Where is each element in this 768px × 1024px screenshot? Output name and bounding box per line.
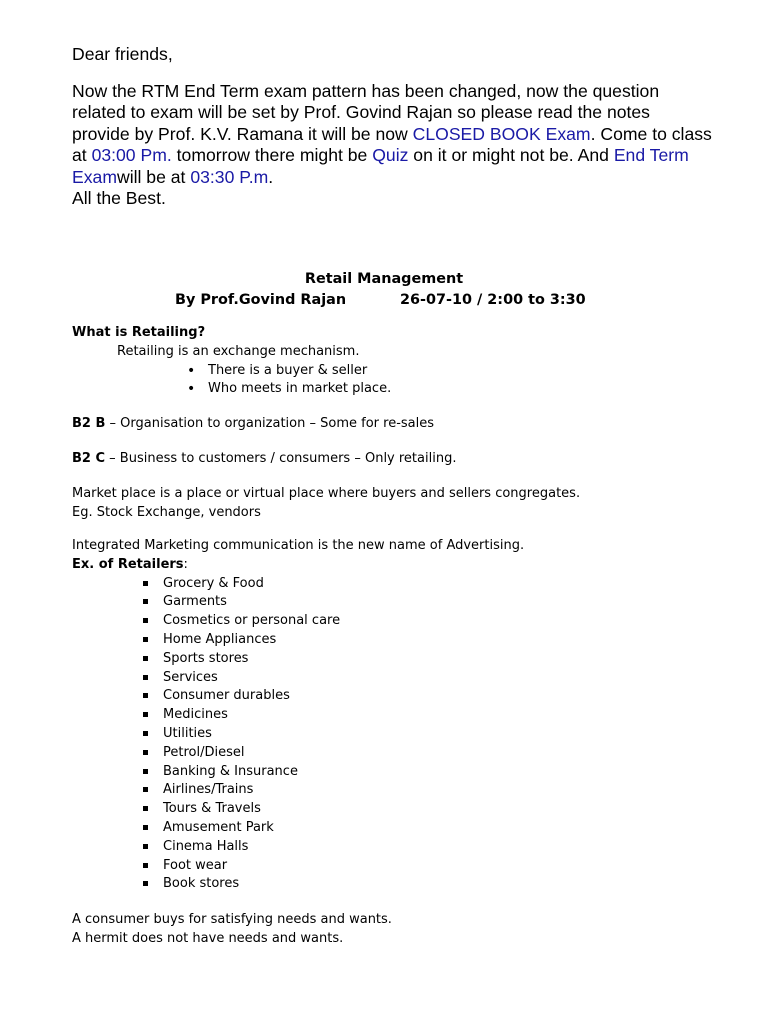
retailing-section	[72, 324, 732, 399]
b2b-line	[72, 415, 732, 434]
notice-text: will be at	[116, 166, 191, 187]
notice-text: tomorrow there might be	[171, 145, 373, 165]
retailing-definition: Retailing is an exchange mechanism.	[117, 343, 360, 359]
list-item: • There is a buyer & seller	[72, 362, 732, 381]
list-item: Airlines/Trains	[72, 781, 732, 800]
retailers-list	[72, 575, 732, 895]
retailing-bullets	[72, 362, 732, 400]
notice-text: .	[268, 166, 274, 187]
greeting: Dear friends,	[72, 44, 173, 64]
list-item: Banking & Insurance	[72, 763, 732, 782]
list-item: Cosmetics or personal care	[72, 612, 732, 631]
byline-date: 26-07-10 / 2:00 to 3:30	[400, 292, 586, 308]
list-item: Tours & Travels	[72, 800, 732, 819]
consumer-line1: A consumer buys for satisfying needs and wants.	[72, 912, 392, 927]
list-item: Services	[72, 669, 732, 688]
list-item: Grocery & Food	[72, 575, 732, 594]
retailers-heading-line	[72, 556, 732, 575]
list-item: Foot wear	[72, 857, 732, 876]
notice-text: Now the RTM End Term exam pattern has been changed, now the question related to exam will be set by Prof. Govind Rajan so please read the notes provide by Prof. K.V. Ramana it will be now	[72, 80, 660, 144]
retailers-heading-colon: :	[183, 556, 188, 572]
list-item: Home Appliances	[72, 631, 732, 650]
byline-row	[0, 290, 768, 311]
b2b-text: – Organisation to organization – Some for re-sales	[105, 416, 435, 431]
b2c-section	[72, 450, 732, 469]
closing-line: All the Best.	[72, 188, 166, 208]
notice-block	[72, 44, 712, 210]
notes-title-block	[0, 269, 768, 311]
b2c-text: – Business to customers / consumers – Only retailing.	[105, 451, 457, 466]
list-item: • Who meets in market place.	[72, 380, 732, 399]
notice-text: . Come to class at	[72, 123, 712, 165]
list-item: Utilities	[72, 725, 732, 744]
list-item: Amusement Park	[72, 819, 732, 838]
list-item: Cinema Halls	[72, 838, 732, 857]
imc-line: Integrated Marketing communication is the new name of Advertising.	[72, 538, 525, 553]
b2b-section	[72, 415, 732, 434]
list-item: Garments	[72, 593, 732, 612]
list-item: Medicines	[72, 706, 732, 725]
retailing-heading: What is Retailing?	[72, 325, 206, 340]
list-item: Book stores	[72, 875, 732, 894]
closed-book-highlight: CLOSED BOOK Exam	[412, 123, 591, 144]
notice-paragraph	[72, 81, 712, 189]
consumer-line2: A hermit does not have needs and wants.	[72, 930, 344, 946]
quiz-highlight: Quiz	[372, 145, 409, 165]
retailers-heading: Ex. of Retailers	[72, 556, 184, 572]
market-place-line1: Market place is a place or virtual place where buyers and sellers congregates.	[72, 486, 581, 501]
b2c-label: B2 C	[72, 451, 106, 466]
list-item: Consumer durables	[72, 687, 732, 706]
byline-author: By Prof.Govind Rajan	[175, 292, 347, 308]
retailers-section	[72, 537, 732, 894]
list-item: Petrol/Diesel	[72, 744, 732, 763]
notice-text: on it or might not be. And	[408, 145, 614, 165]
exam-time-highlight: 03:30 P.m	[190, 166, 269, 187]
class-time-highlight: 03:00 Pm.	[91, 145, 172, 165]
end-term-highlight: End Term Exam	[72, 145, 689, 187]
market-place-section	[72, 485, 732, 523]
list-item: Sports stores	[72, 650, 732, 669]
b2c-line	[72, 450, 732, 469]
market-place-line2: Eg. Stock Exchange, vendors	[72, 504, 261, 520]
consumer-section	[72, 911, 732, 949]
b2b-label: B2 B	[72, 416, 106, 431]
notes-title: Retail Management	[304, 271, 464, 287]
